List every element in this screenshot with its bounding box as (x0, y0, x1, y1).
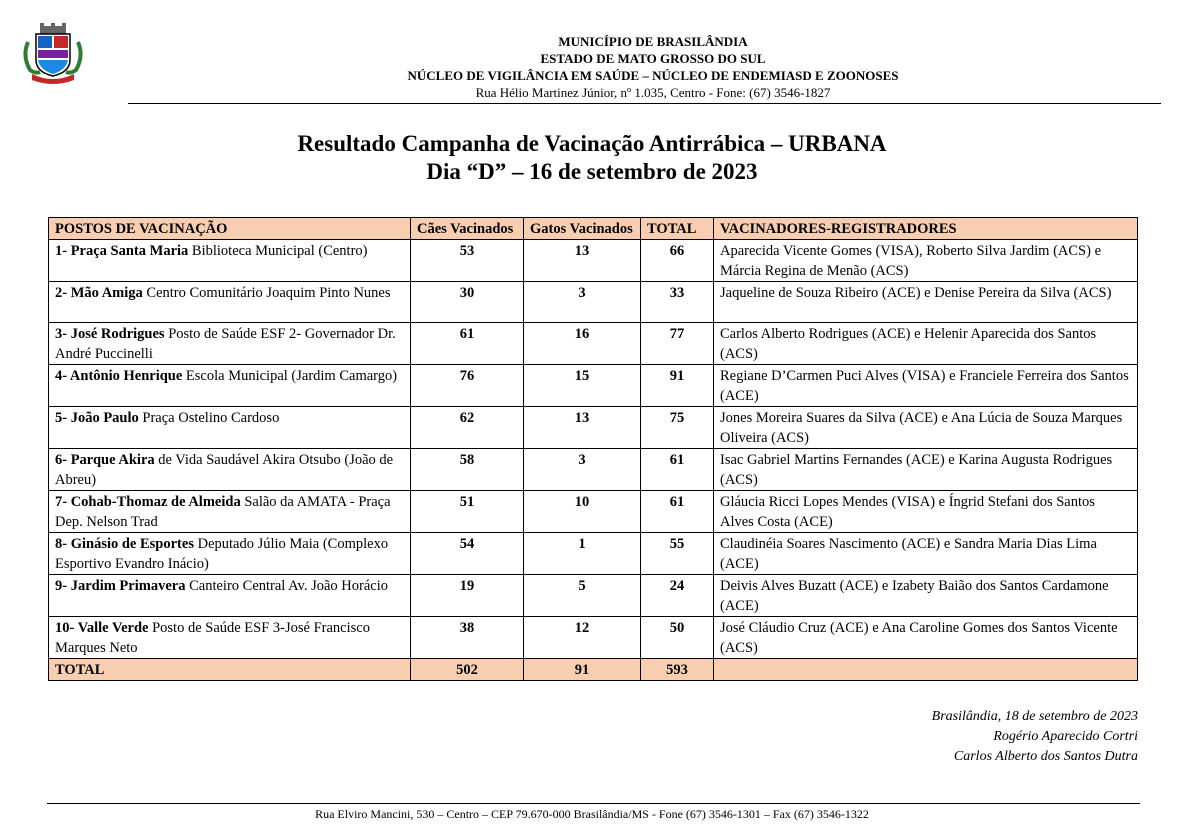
dogs-count: 54 (411, 533, 524, 575)
post-name: 6- Parque Akira (55, 452, 155, 468)
row-total: 50 (641, 617, 714, 659)
post-name: 10- Valle Verde (55, 620, 149, 636)
title-line-2: Dia “D” – 16 de setembro de 2023 (426, 159, 758, 184)
vaccinators-cell: Deivis Alves Buzatt (ACE) e Izabety Baião dos Santos Cardamone (ACE) (714, 575, 1138, 617)
vaccinators-cell: Carlos Alberto Rodrigues (ACE) e Helenir Aparecida dos Santos (ACS) (714, 323, 1138, 365)
dogs-count: 62 (411, 407, 524, 449)
vaccinators-cell: Aparecida Vicente Gomes (VISA), Roberto Silva Jardim (ACS) e Márcia Regina de Menão (ACS) (714, 240, 1138, 282)
post-place: Deputado Júlio Maia (Complexo Esportivo Evandro Inácio) (55, 536, 389, 572)
municipal-crest-logo (20, 22, 86, 86)
footer-divider (47, 803, 1140, 804)
header-vaccinators: VACINADORES-REGISTRADORES (714, 218, 1138, 240)
post-cell (49, 240, 411, 282)
letterhead-divider (128, 103, 1161, 104)
header-posts: POSTOS DE VACINAÇÃO (49, 218, 411, 240)
cats-count: 3 (524, 282, 641, 323)
dogs-count: 38 (411, 617, 524, 659)
post-place: Posto de Saúde ESF 3-José Francisco Marques Neto (55, 620, 370, 656)
dogs-count: 76 (411, 365, 524, 407)
dogs-count: 19 (411, 575, 524, 617)
letterhead (130, 33, 1176, 101)
row-total: 77 (641, 323, 714, 365)
cats-count: 13 (524, 407, 641, 449)
vaccination-results-table (48, 217, 1138, 681)
table-row (49, 449, 1138, 491)
post-name: 8- Ginásio de Esportes (55, 536, 194, 552)
post-place: Salão da AMATA - Praça Dep. Nelson Trad (55, 494, 391, 530)
dogs-count: 61 (411, 323, 524, 365)
signature-name-2: Carlos Alberto dos Santos Dutra (953, 749, 1138, 764)
vaccinators-cell: Isac Gabriel Martins Fernandes (ACE) e Karina Augusta Rodrigues (ACS) (714, 449, 1138, 491)
table-row (49, 617, 1138, 659)
header-dogs: Cães Vacinados (411, 218, 524, 240)
vaccinators-cell: José Cláudio Cruz (ACE) e Ana Caroline Gomes dos Santos Vicente (ACS) (714, 617, 1138, 659)
table-row (49, 282, 1138, 323)
row-total: 75 (641, 407, 714, 449)
post-place: de Vida Saudável Akira Otsubo (João de Abreu) (55, 452, 394, 488)
table-header-row (49, 218, 1138, 240)
post-cell (49, 617, 411, 659)
post-name: 3- José Rodrigues (55, 326, 165, 342)
header-cats: Gatos Vacinados (524, 218, 641, 240)
cats-count: 13 (524, 240, 641, 282)
signature-block (932, 707, 1138, 767)
dogs-count: 58 (411, 449, 524, 491)
cats-count: 3 (524, 449, 641, 491)
post-name: 4- Antônio Henrique (55, 368, 183, 384)
row-total: 33 (641, 282, 714, 323)
cats-count: 1 (524, 533, 641, 575)
title-line-1: Resultado Campanha de Vacinação Antirrábica – URBANA (297, 131, 887, 156)
vaccinators-cell: Jones Moreira Suares da Silva (ACE) e Ana Lúcia de Souza Marques Oliveira (ACS) (714, 407, 1138, 449)
table-total-row (49, 659, 1138, 681)
post-cell (49, 575, 411, 617)
total-label: TOTAL (49, 659, 411, 681)
row-total: 61 (641, 491, 714, 533)
document-title (0, 130, 1184, 186)
post-place: Canteiro Central Av. João Horácio (185, 578, 389, 594)
table-row (49, 491, 1138, 533)
post-cell (49, 365, 411, 407)
dogs-count: 30 (411, 282, 524, 323)
post-name: 2- Mão Amiga (55, 285, 143, 301)
cats-count: 12 (524, 617, 641, 659)
footer-address: Rua Elviro Mancini, 530 – Centro – CEP 79.670-000 Brasilândia/MS - Fone (67) 3546-1301 – Fax (67) 3546-1322 (315, 807, 869, 821)
table-row (49, 365, 1138, 407)
total-overall: 593 (641, 659, 714, 681)
state-name: ESTADO DE MATO GROSSO DO SUL (540, 51, 766, 66)
total-vaccinators-empty (714, 659, 1138, 681)
row-total: 91 (641, 365, 714, 407)
post-cell (49, 282, 411, 323)
post-place: Escola Municipal (Jardim Camargo) (182, 368, 398, 384)
cats-count: 10 (524, 491, 641, 533)
row-total: 61 (641, 449, 714, 491)
post-cell (49, 533, 411, 575)
table-row (49, 240, 1138, 282)
dogs-count: 53 (411, 240, 524, 282)
header-total: TOTAL (641, 218, 714, 240)
vaccinators-cell: Gláucia Ricci Lopes Mendes (VISA) e Íngrid Stefani dos Santos Alves Costa (ACE) (714, 491, 1138, 533)
signature-name-1: Rogério Aparecido Cortri (993, 729, 1138, 744)
cats-count: 5 (524, 575, 641, 617)
letterhead-address: Rua Hélio Martinez Júnior, nº 1.035, Centro - Fone: (67) 3546-1827 (475, 85, 831, 100)
post-name: 5- João Paulo (55, 410, 139, 426)
post-cell (49, 491, 411, 533)
post-cell (49, 407, 411, 449)
table-row (49, 407, 1138, 449)
vaccinators-cell: Claudinéia Soares Nascimento (ACE) e Sandra Maria Dias Lima (ACE) (714, 533, 1138, 575)
table-row (49, 533, 1138, 575)
vaccinators-cell: Jaqueline de Souza Ribeiro (ACE) e Denise Pereira da Silva (ACS) (714, 282, 1138, 323)
cats-count: 15 (524, 365, 641, 407)
post-name: 9- Jardim Primavera (55, 578, 186, 594)
signature-place-date: Brasilândia, 18 de setembro de 2023 (931, 709, 1138, 724)
post-place: Centro Comunitário Joaquim Pinto Nunes (142, 285, 391, 301)
row-total: 55 (641, 533, 714, 575)
row-total: 66 (641, 240, 714, 282)
total-dogs: 502 (411, 659, 524, 681)
post-place: Posto de Saúde ESF 2- Governador Dr. André Puccinelli (55, 326, 396, 362)
department-name: NÚCLEO DE VIGILÂNCIA EM SAÚDE – NÚCLEO DE ENDEMIASD E ZOONOSES (407, 68, 899, 83)
cats-count: 16 (524, 323, 641, 365)
table-row (49, 575, 1138, 617)
total-cats: 91 (524, 659, 641, 681)
municipality-name: MUNICÍPIO DE BRASILÂNDIA (558, 34, 748, 49)
post-cell (49, 449, 411, 491)
dogs-count: 51 (411, 491, 524, 533)
vaccinators-cell: Regiane D’Carmen Puci Alves (VISA) e Franciele Ferreira dos Santos (ACE) (714, 365, 1138, 407)
table-row (49, 323, 1138, 365)
post-name: 1- Praça Santa Maria (55, 243, 189, 259)
row-total: 24 (641, 575, 714, 617)
post-place: Biblioteca Municipal (Centro) (188, 243, 368, 259)
post-name: 7- Cohab-Thomaz de Almeida (55, 494, 241, 510)
post-place: Praça Ostelino Cardoso (138, 410, 280, 426)
post-cell (49, 323, 411, 365)
